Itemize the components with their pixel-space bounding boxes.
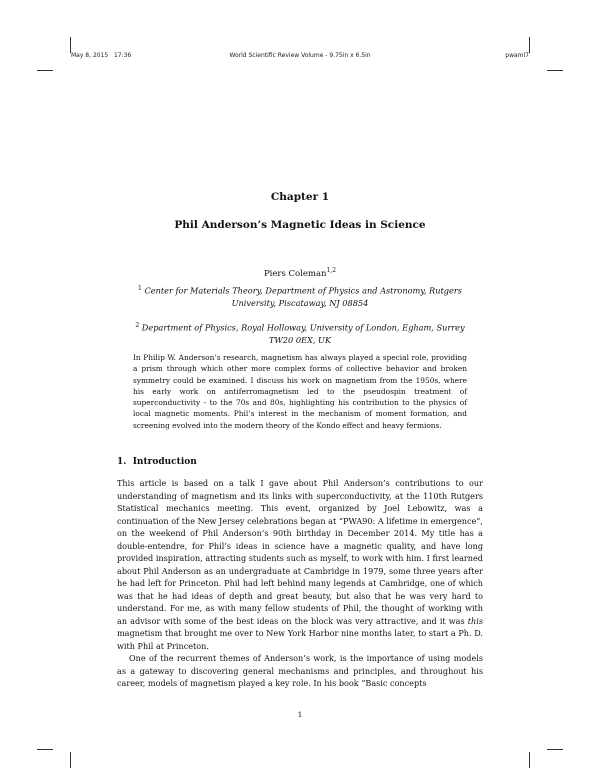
paragraph: One of the recurrent themes of Anderson’s work, is the importance of using models as a gateway to discovering general mechanisms and principles, and throughout his career, models of magnetism played a key role. In his book “Basic concepts [117,653,483,688]
affiliation-2 [118,320,482,347]
affil-line: Center for Materials Theory, Department of Physics and Astronomy, Rutgers [144,285,462,296]
crop-mark [529,752,530,768]
header-publication: World Scientific Review Volume - 9.75in x 6.5in [229,52,371,59]
crop-mark [37,749,53,750]
paragraph [117,477,483,652]
crop-mark [547,749,563,750]
author [0,267,600,279]
emphasis-text: this [467,615,483,626]
crop-mark [70,752,71,768]
section-heading [117,457,197,467]
affiliation-1 [118,283,482,310]
crop-mark [37,70,53,71]
affil-line: TW20 0EX, UK [268,335,332,346]
crop-mark [529,37,530,53]
header-time: 17:36 [113,52,132,59]
affil-mark: 1 [138,285,142,292]
body-text [117,477,483,690]
section-number: 1. [117,457,127,467]
chapter-title: Phil Anderson’s Magnetic Ideas in Science [174,219,426,231]
abstract: In Philip W. Anderson’s research, magnetism has always played a special role, providing a prism through which other more complex forms of collective behavior and broken symmetry could be examined. I discuss his work on magnetism from the 1950s, where his early work on antiferromagnetism led to the pseudospin treatment of superconductivity - to the 70s and 80s, highlighting his contribution to the physics of local magnetic moments. Phil’s interest in the mechanism of moment formation, and screening evolved into the modern theory of the Kondo effect and heavy fermions. [133,353,467,430]
crop-mark [547,70,563,71]
header-date: May 8, 2015 [71,52,109,59]
section-title: Introduction [132,457,197,467]
affil-line: University, Piscataway, NJ 08854 [231,298,369,309]
paragraph-text: This article is based on a talk I gave about Phil Anderson’s contributions to our understanding of magnetism and its links with superconductivity, at the 110th Rutgers Statistical mechanics meeting. This event, organized by Joel Lebowitz, was a continuation of the New Jersey celebrations began at “PWA90: A lifetime in emergence”, on the weekend of Phil Anderson’s 90th birthday in December 2014. My title has a double-entendre, for Phil’s ideas in science have a magnetic quality, and have long provided inspiration, attracting students such as myself, to work with him. I first learned about Phil Anderson as an undergraduate at Cambridge in 1979, some three years after he had left for Princeton. Phil had left behind many legends at Cambridge, one of which was that he had ideas of depth and great beauty, but also that he was very hard to understand. For me, as with many fellow students of Phil, the thought of working with an advisor with some of the best ideas on the block was very attractive, and it was [117,478,483,626]
paragraph-text: magnetism that brought me over to New York Harbor nine months later, to start a Ph. D. with Phil at Princeton. [117,628,483,651]
author-affil-marks: 1,2 [326,267,337,274]
page-number: 1 [297,710,303,719]
affil-mark: 2 [135,322,140,329]
affil-line: Department of Physics, Royal Holloway, University of London, Egham, Surrey [141,322,465,333]
crop-mark [70,37,71,53]
chapter-label: Chapter 1 [270,191,330,203]
author-name: Piers Coleman [263,268,327,279]
header-file: pwaml7 [505,52,529,59]
